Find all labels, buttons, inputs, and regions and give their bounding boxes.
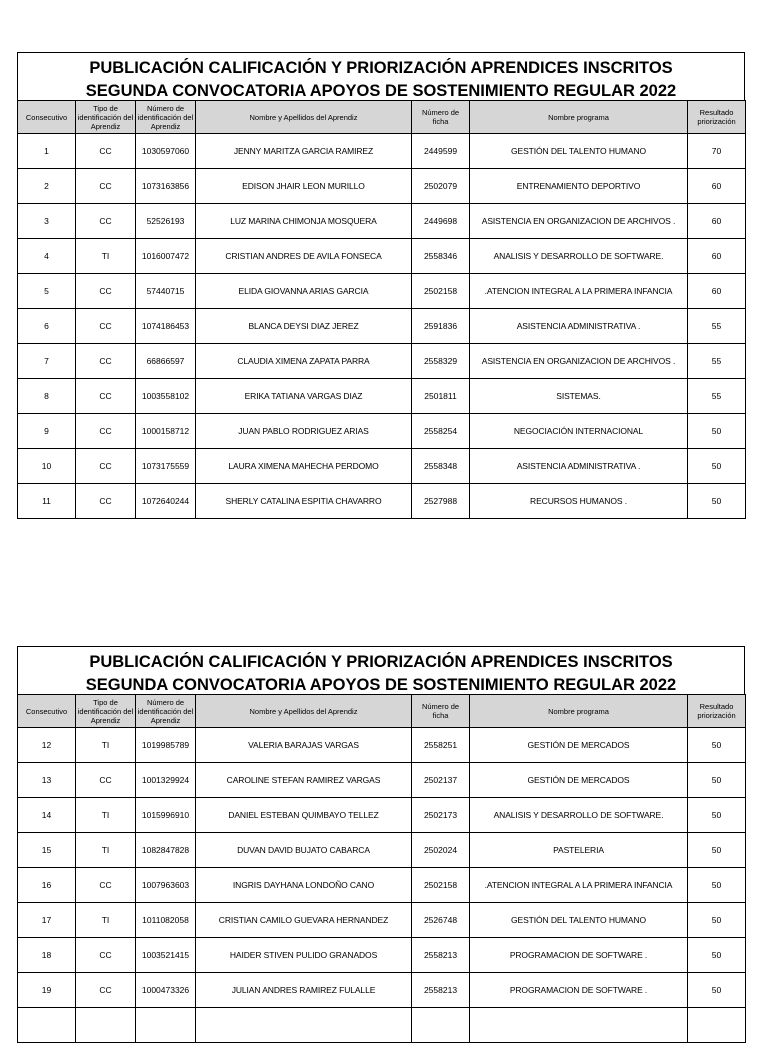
results-table (17, 694, 746, 1043)
cell-programa: RECURSOS HUMANOS . (470, 484, 688, 519)
cell-ficha: 2591836 (412, 309, 470, 344)
cell-resultado: 50 (688, 728, 746, 763)
cell-consecutivo: 17 (18, 903, 76, 938)
cell-resultado: 50 (688, 414, 746, 449)
cell-ficha: 2527988 (412, 484, 470, 519)
cell-ficha: 2558348 (412, 449, 470, 484)
cell-resultado: 50 (688, 938, 746, 973)
cell-nombre: JENNY MARITZA GARCIA RAMIREZ (196, 134, 412, 169)
table-row (18, 344, 746, 379)
cell-numero-id: 1030597060 (136, 134, 196, 169)
cell-resultado: 70 (688, 134, 746, 169)
cell-nombre: LUZ MARINA CHIMONJA MOSQUERA (196, 204, 412, 239)
cell-numero-id: 1074186453 (136, 309, 196, 344)
table-row (18, 274, 746, 309)
table-row (18, 973, 746, 1008)
cell-consecutivo: 5 (18, 274, 76, 309)
table-row (18, 798, 746, 833)
cell-nombre: CLAUDIA XIMENA ZAPATA PARRA (196, 344, 412, 379)
header-row (18, 695, 746, 728)
cell-programa: SISTEMAS. (470, 379, 688, 414)
cell-resultado: 50 (688, 868, 746, 903)
cell-numero-id: 1003521415 (136, 938, 196, 973)
cell-numero-id: 1073163856 (136, 169, 196, 204)
cell-tipo: TI (76, 833, 136, 868)
cell-programa: GESTIÓN DE MERCADOS (470, 763, 688, 798)
cell-ficha: 2526748 (412, 903, 470, 938)
title-line-1: PUBLICACIÓN CALIFICACIÓN Y PRIORIZACIÓN APRENDICES INSCRITOS (89, 59, 673, 77)
table-row (18, 903, 746, 938)
cell-tipo: CC (76, 868, 136, 903)
cell-programa: GESTIÓN DEL TALENTO HUMANO (470, 903, 688, 938)
table-row (18, 379, 746, 414)
col-nombre-aprendiz: Nombre y Apellidos del Aprendiz (196, 695, 412, 728)
cell-resultado: 60 (688, 239, 746, 274)
cell-ficha: 2501811 (412, 379, 470, 414)
results-block-2 (17, 646, 745, 1043)
cell-numero-id: 1015996910 (136, 798, 196, 833)
table-row (18, 484, 746, 519)
cell-consecutivo: 15 (18, 833, 76, 868)
cell-numero-id: 1011082058 (136, 903, 196, 938)
table-row (18, 204, 746, 239)
cell-ficha (412, 1008, 470, 1043)
cell-ficha: 2558213 (412, 938, 470, 973)
cell-resultado: 55 (688, 309, 746, 344)
cell-programa: ASISTENCIA ADMINISTRATIVA . (470, 309, 688, 344)
header-row (18, 101, 746, 134)
cell-ficha: 2558251 (412, 728, 470, 763)
cell-numero-id: 1019985789 (136, 728, 196, 763)
cell-numero-id: 1073175559 (136, 449, 196, 484)
cell-numero-id: 1082847828 (136, 833, 196, 868)
cell-tipo: CC (76, 204, 136, 239)
cell-numero-id: 52526193 (136, 204, 196, 239)
cell-consecutivo: 1 (18, 134, 76, 169)
cell-numero-id: 1000158712 (136, 414, 196, 449)
cell-nombre: CRISTIAN CAMILO GUEVARA HERNANDEZ (196, 903, 412, 938)
cell-nombre: LAURA XIMENA MAHECHA PERDOMO (196, 449, 412, 484)
cell-nombre: DUVAN DAVID BUJATO CABARCA (196, 833, 412, 868)
cell-resultado: 60 (688, 169, 746, 204)
cell-tipo: CC (76, 973, 136, 1008)
cell-tipo: CC (76, 414, 136, 449)
cell-numero-id: 1001329924 (136, 763, 196, 798)
cell-resultado: 50 (688, 798, 746, 833)
cell-tipo: CC (76, 344, 136, 379)
cell-consecutivo: 4 (18, 239, 76, 274)
cell-nombre: VALERIA BARAJAS VARGAS (196, 728, 412, 763)
cell-tipo: TI (76, 903, 136, 938)
cell-programa: ASISTENCIA ADMINISTRATIVA . (470, 449, 688, 484)
cell-resultado: 50 (688, 903, 746, 938)
cell-consecutivo: 11 (18, 484, 76, 519)
cell-nombre: ERIKA TATIANA VARGAS DIAZ (196, 379, 412, 414)
cell-ficha: 2558346 (412, 239, 470, 274)
cell-resultado: 50 (688, 973, 746, 1008)
cell-consecutivo: 12 (18, 728, 76, 763)
col-resultado: Resultado priorización (688, 101, 746, 134)
table-body (18, 728, 746, 1043)
cell-ficha: 2502158 (412, 274, 470, 309)
cell-tipo: CC (76, 449, 136, 484)
cell-ficha: 2558254 (412, 414, 470, 449)
cell-numero-id: 1072640244 (136, 484, 196, 519)
cell-programa: ANALISIS Y DESARROLLO DE SOFTWARE. (470, 798, 688, 833)
cell-ficha: 2558213 (412, 973, 470, 1008)
cell-ficha: 2502137 (412, 763, 470, 798)
cell-programa: ASISTENCIA EN ORGANIZACION DE ARCHIVOS . (470, 344, 688, 379)
cell-resultado: 50 (688, 484, 746, 519)
title-line-2: SEGUNDA CONVOCATORIA APOYOS DE SOSTENIMIENTO REGULAR 2022 (85, 82, 677, 100)
cell-programa: PASTELERIA (470, 833, 688, 868)
cell-consecutivo: 10 (18, 449, 76, 484)
cell-numero-id: 1003558102 (136, 379, 196, 414)
cell-numero-id (136, 1008, 196, 1043)
table-row (18, 938, 746, 973)
table-row (18, 868, 746, 903)
cell-numero-id: 1000473326 (136, 973, 196, 1008)
col-numero-ficha: Número de ficha (412, 695, 470, 728)
col-nombre-aprendiz: Nombre y Apellidos del Aprendiz (196, 101, 412, 134)
cell-consecutivo: 16 (18, 868, 76, 903)
table-row (18, 1008, 746, 1043)
cell-resultado: 60 (688, 204, 746, 239)
table-row (18, 134, 746, 169)
cell-programa: PROGRAMACION DE SOFTWARE . (470, 938, 688, 973)
cell-tipo: CC (76, 484, 136, 519)
cell-nombre: EDISON JHAIR LEON MURILLO (196, 169, 412, 204)
cell-consecutivo: 18 (18, 938, 76, 973)
cell-consecutivo: 2 (18, 169, 76, 204)
cell-tipo: CC (76, 309, 136, 344)
cell-programa: .ATENCION INTEGRAL A LA PRIMERA INFANCIA (470, 868, 688, 903)
cell-programa: GESTIÓN DE MERCADOS (470, 728, 688, 763)
cell-tipo: TI (76, 798, 136, 833)
table-row (18, 414, 746, 449)
col-resultado: Resultado priorización (688, 695, 746, 728)
cell-nombre: BLANCA DEYSI DIAZ JEREZ (196, 309, 412, 344)
cell-consecutivo: 8 (18, 379, 76, 414)
title-line-1: PUBLICACIÓN CALIFICACIÓN Y PRIORIZACIÓN APRENDICES INSCRITOS (89, 653, 673, 671)
table-body (18, 134, 746, 519)
cell-consecutivo: 13 (18, 763, 76, 798)
cell-tipo (76, 1008, 136, 1043)
cell-numero-id: 1016007472 (136, 239, 196, 274)
table-row (18, 763, 746, 798)
cell-tipo: CC (76, 134, 136, 169)
col-numero-ficha: Número de ficha (412, 101, 470, 134)
col-tipo-identificacion: Tipo de identificación del Aprendiz (76, 101, 136, 134)
table-row (18, 309, 746, 344)
cell-tipo: CC (76, 763, 136, 798)
cell-programa: ENTRENAMIENTO DEPORTIVO (470, 169, 688, 204)
cell-numero-id: 1007963603 (136, 868, 196, 903)
cell-ficha: 2449599 (412, 134, 470, 169)
results-table (17, 100, 746, 519)
cell-programa: ANALISIS Y DESARROLLO DE SOFTWARE. (470, 239, 688, 274)
cell-nombre (196, 1008, 412, 1043)
cell-tipo: CC (76, 274, 136, 309)
table-row (18, 449, 746, 484)
table-row (18, 728, 746, 763)
cell-programa: .ATENCION INTEGRAL A LA PRIMERA INFANCIA (470, 274, 688, 309)
col-nombre-programa: Nombre programa (470, 695, 688, 728)
cell-tipo: CC (76, 938, 136, 973)
cell-resultado: 55 (688, 344, 746, 379)
cell-programa: ASISTENCIA EN ORGANIZACION DE ARCHIVOS . (470, 204, 688, 239)
cell-nombre: JULIAN ANDRES RAMIREZ FULALLE (196, 973, 412, 1008)
col-nombre-programa: Nombre programa (470, 101, 688, 134)
cell-programa: GESTIÓN DEL TALENTO HUMANO (470, 134, 688, 169)
cell-numero-id: 66866597 (136, 344, 196, 379)
cell-resultado: 50 (688, 763, 746, 798)
cell-resultado: 60 (688, 274, 746, 309)
cell-tipo: TI (76, 239, 136, 274)
cell-ficha: 2558329 (412, 344, 470, 379)
results-block-1 (17, 52, 745, 519)
document-title (17, 52, 745, 100)
table-row (18, 239, 746, 274)
cell-consecutivo: 7 (18, 344, 76, 379)
cell-programa: PROGRAMACION DE SOFTWARE . (470, 973, 688, 1008)
col-consecutivo: Consecutivo (18, 695, 76, 728)
cell-resultado: 50 (688, 833, 746, 868)
cell-consecutivo: 9 (18, 414, 76, 449)
cell-programa (470, 1008, 688, 1043)
cell-ficha: 2502079 (412, 169, 470, 204)
cell-resultado (688, 1008, 746, 1043)
cell-nombre: ELIDA GIOVANNA ARIAS GARCIA (196, 274, 412, 309)
cell-programa: NEGOCIACIÓN INTERNACIONAL (470, 414, 688, 449)
cell-ficha: 2502158 (412, 868, 470, 903)
cell-ficha: 2502173 (412, 798, 470, 833)
col-tipo-identificacion: Tipo de identificación del Aprendiz (76, 695, 136, 728)
cell-tipo: TI (76, 728, 136, 763)
cell-nombre: SHERLY CATALINA ESPITIA CHAVARRO (196, 484, 412, 519)
cell-consecutivo: 14 (18, 798, 76, 833)
cell-resultado: 55 (688, 379, 746, 414)
col-consecutivo: Consecutivo (18, 101, 76, 134)
col-numero-identificacion: Número de identificación del Aprendiz (136, 101, 196, 134)
title-line-2: SEGUNDA CONVOCATORIA APOYOS DE SOSTENIMIENTO REGULAR 2022 (85, 676, 677, 694)
cell-ficha: 2502024 (412, 833, 470, 868)
table-row (18, 833, 746, 868)
cell-nombre: HAIDER STIVEN PULIDO GRANADOS (196, 938, 412, 973)
cell-nombre: DANIEL ESTEBAN QUIMBAYO TELLEZ (196, 798, 412, 833)
cell-consecutivo: 3 (18, 204, 76, 239)
cell-numero-id: 57440715 (136, 274, 196, 309)
cell-consecutivo: 19 (18, 973, 76, 1008)
cell-tipo: CC (76, 169, 136, 204)
cell-consecutivo (18, 1008, 76, 1043)
cell-nombre: INGRIS DAYHANA LONDOÑO CANO (196, 868, 412, 903)
cell-nombre: CAROLINE STEFAN RAMIREZ VARGAS (196, 763, 412, 798)
cell-nombre: CRISTIAN ANDRES DE AVILA FONSECA (196, 239, 412, 274)
cell-consecutivo: 6 (18, 309, 76, 344)
cell-nombre: JUAN PABLO RODRIGUEZ ARIAS (196, 414, 412, 449)
table-row (18, 169, 746, 204)
cell-resultado: 50 (688, 449, 746, 484)
cell-ficha: 2449698 (412, 204, 470, 239)
col-numero-identificacion: Número de identificación del Aprendiz (136, 695, 196, 728)
cell-tipo: CC (76, 379, 136, 414)
document-title (17, 646, 745, 694)
